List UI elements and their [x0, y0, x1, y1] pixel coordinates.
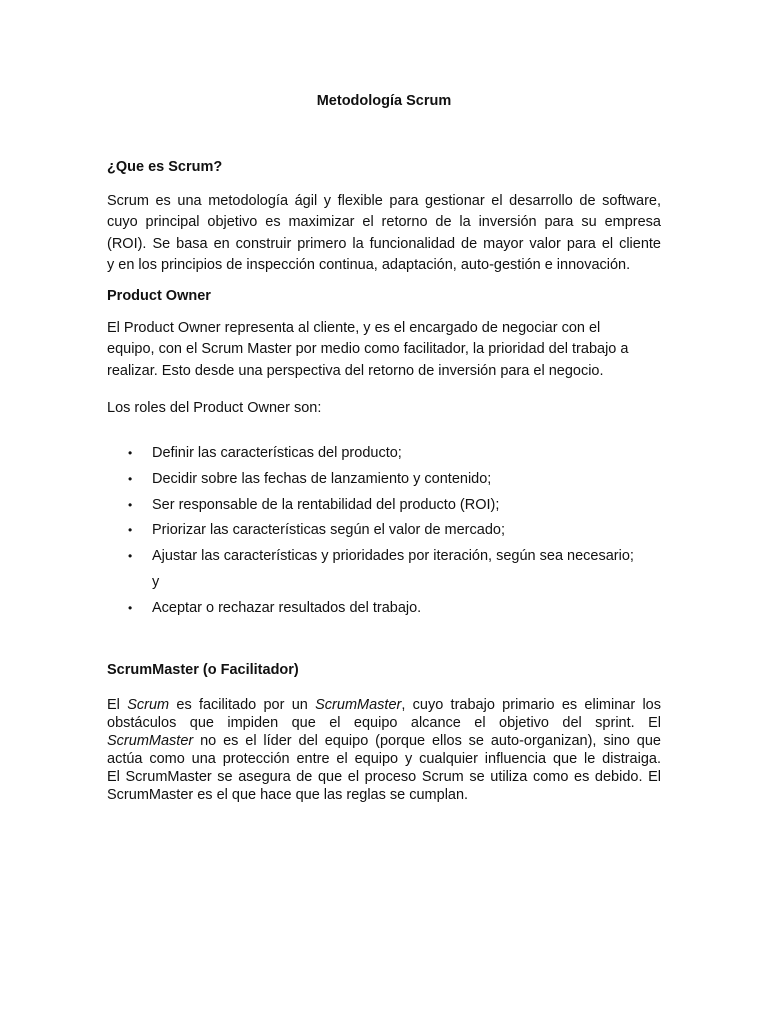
paragraph-que-es-scrum [107, 191, 661, 276]
text-line: realizar. Esto desde una perspectiva del retorno de inversión para el negocio. [107, 362, 604, 379]
text-run-italic: ScrumMaster [107, 733, 194, 749]
bullet-icon: • [128, 549, 133, 564]
text-run-italic: ScrumMaster [315, 697, 402, 713]
list-item [107, 467, 667, 493]
paragraph-scrummaster [107, 696, 661, 804]
text-line [107, 732, 661, 750]
roles-list [107, 441, 667, 622]
list-item [107, 596, 667, 622]
text-run: es facilitado por un [169, 697, 316, 713]
bullet-icon: • [128, 523, 133, 538]
paragraph-product-owner [107, 318, 661, 382]
text-line: (ROI). Se basa en construir primero la funcionalidad de mayor valor para el cliente [107, 235, 661, 252]
text-run-italic: Scrum [127, 697, 170, 713]
text-line: y en los principios de inspección continua, adaptación, auto-gestión e innovación. [107, 256, 631, 273]
list-item [107, 544, 667, 596]
text-line: El Product Owner representa al cliente, y es el encargado de negociar con el [107, 320, 601, 336]
text-run: no es el líder del equipo (porque ellos se auto-organizan), sino que [193, 733, 661, 749]
bullet-icon: • [128, 446, 133, 460]
bullet-icon: • [128, 497, 133, 512]
heading-que-es-scrum: ¿Que es Scrum? [107, 159, 223, 175]
text-line: ScrumMaster es el que hace que las reglas se cumplan. [107, 787, 469, 803]
roles-intro: Los roles del Product Owner son: [107, 400, 322, 416]
text-line: El ScrumMaster se asegura de que el proceso Scrum se utiliza como es debido. El [107, 769, 661, 785]
text-line: Scrum es una metodología ágil y flexible para gestionar el desarrollo de software, [107, 193, 661, 209]
list-item-text: Decidir sobre las fechas de lanzamiento y contenido; [152, 470, 492, 487]
text-line [107, 696, 661, 714]
list-item-text: Ser responsable de la rentabilidad del producto (ROI); [152, 496, 500, 513]
text-run: El [107, 697, 128, 713]
list-item-text: Aceptar o rechazar resultados del trabajo. [152, 599, 422, 616]
list-item-text: Priorizar las características según el valor de mercado; [152, 522, 505, 539]
text-line: obstáculos que impiden que el equipo alcance el objetivo del sprint. El [107, 715, 661, 731]
list-item [107, 441, 667, 467]
bullet-icon: • [128, 600, 133, 615]
text-line: actúa como una protección entre el equipo y cualquier influencia que le distraiga. [107, 751, 661, 767]
document-title: Metodología Scrum [316, 93, 452, 109]
heading-product-owner: Product Owner [107, 288, 211, 304]
list-item [107, 518, 667, 544]
text-run: , cuyo trabajo primario es eliminar los [401, 697, 662, 713]
heading-scrummaster: ScrumMaster (o Facilitador) [107, 662, 299, 678]
list-item-text: Definir las características del producto; [152, 445, 402, 461]
list-item-continuation: y [152, 573, 160, 590]
list-item [107, 493, 667, 519]
list-item-text: Ajustar las características y prioridades por iteración, según sea necesario; [152, 548, 634, 565]
bullet-icon: • [128, 471, 133, 486]
text-line: cuyo principal objetivo es maximizar el retorno de la inversión para su empresa [107, 214, 661, 231]
text-line: equipo, con el Scrum Master por medio como facilitador, la prioridad del trabajo a [107, 341, 629, 358]
